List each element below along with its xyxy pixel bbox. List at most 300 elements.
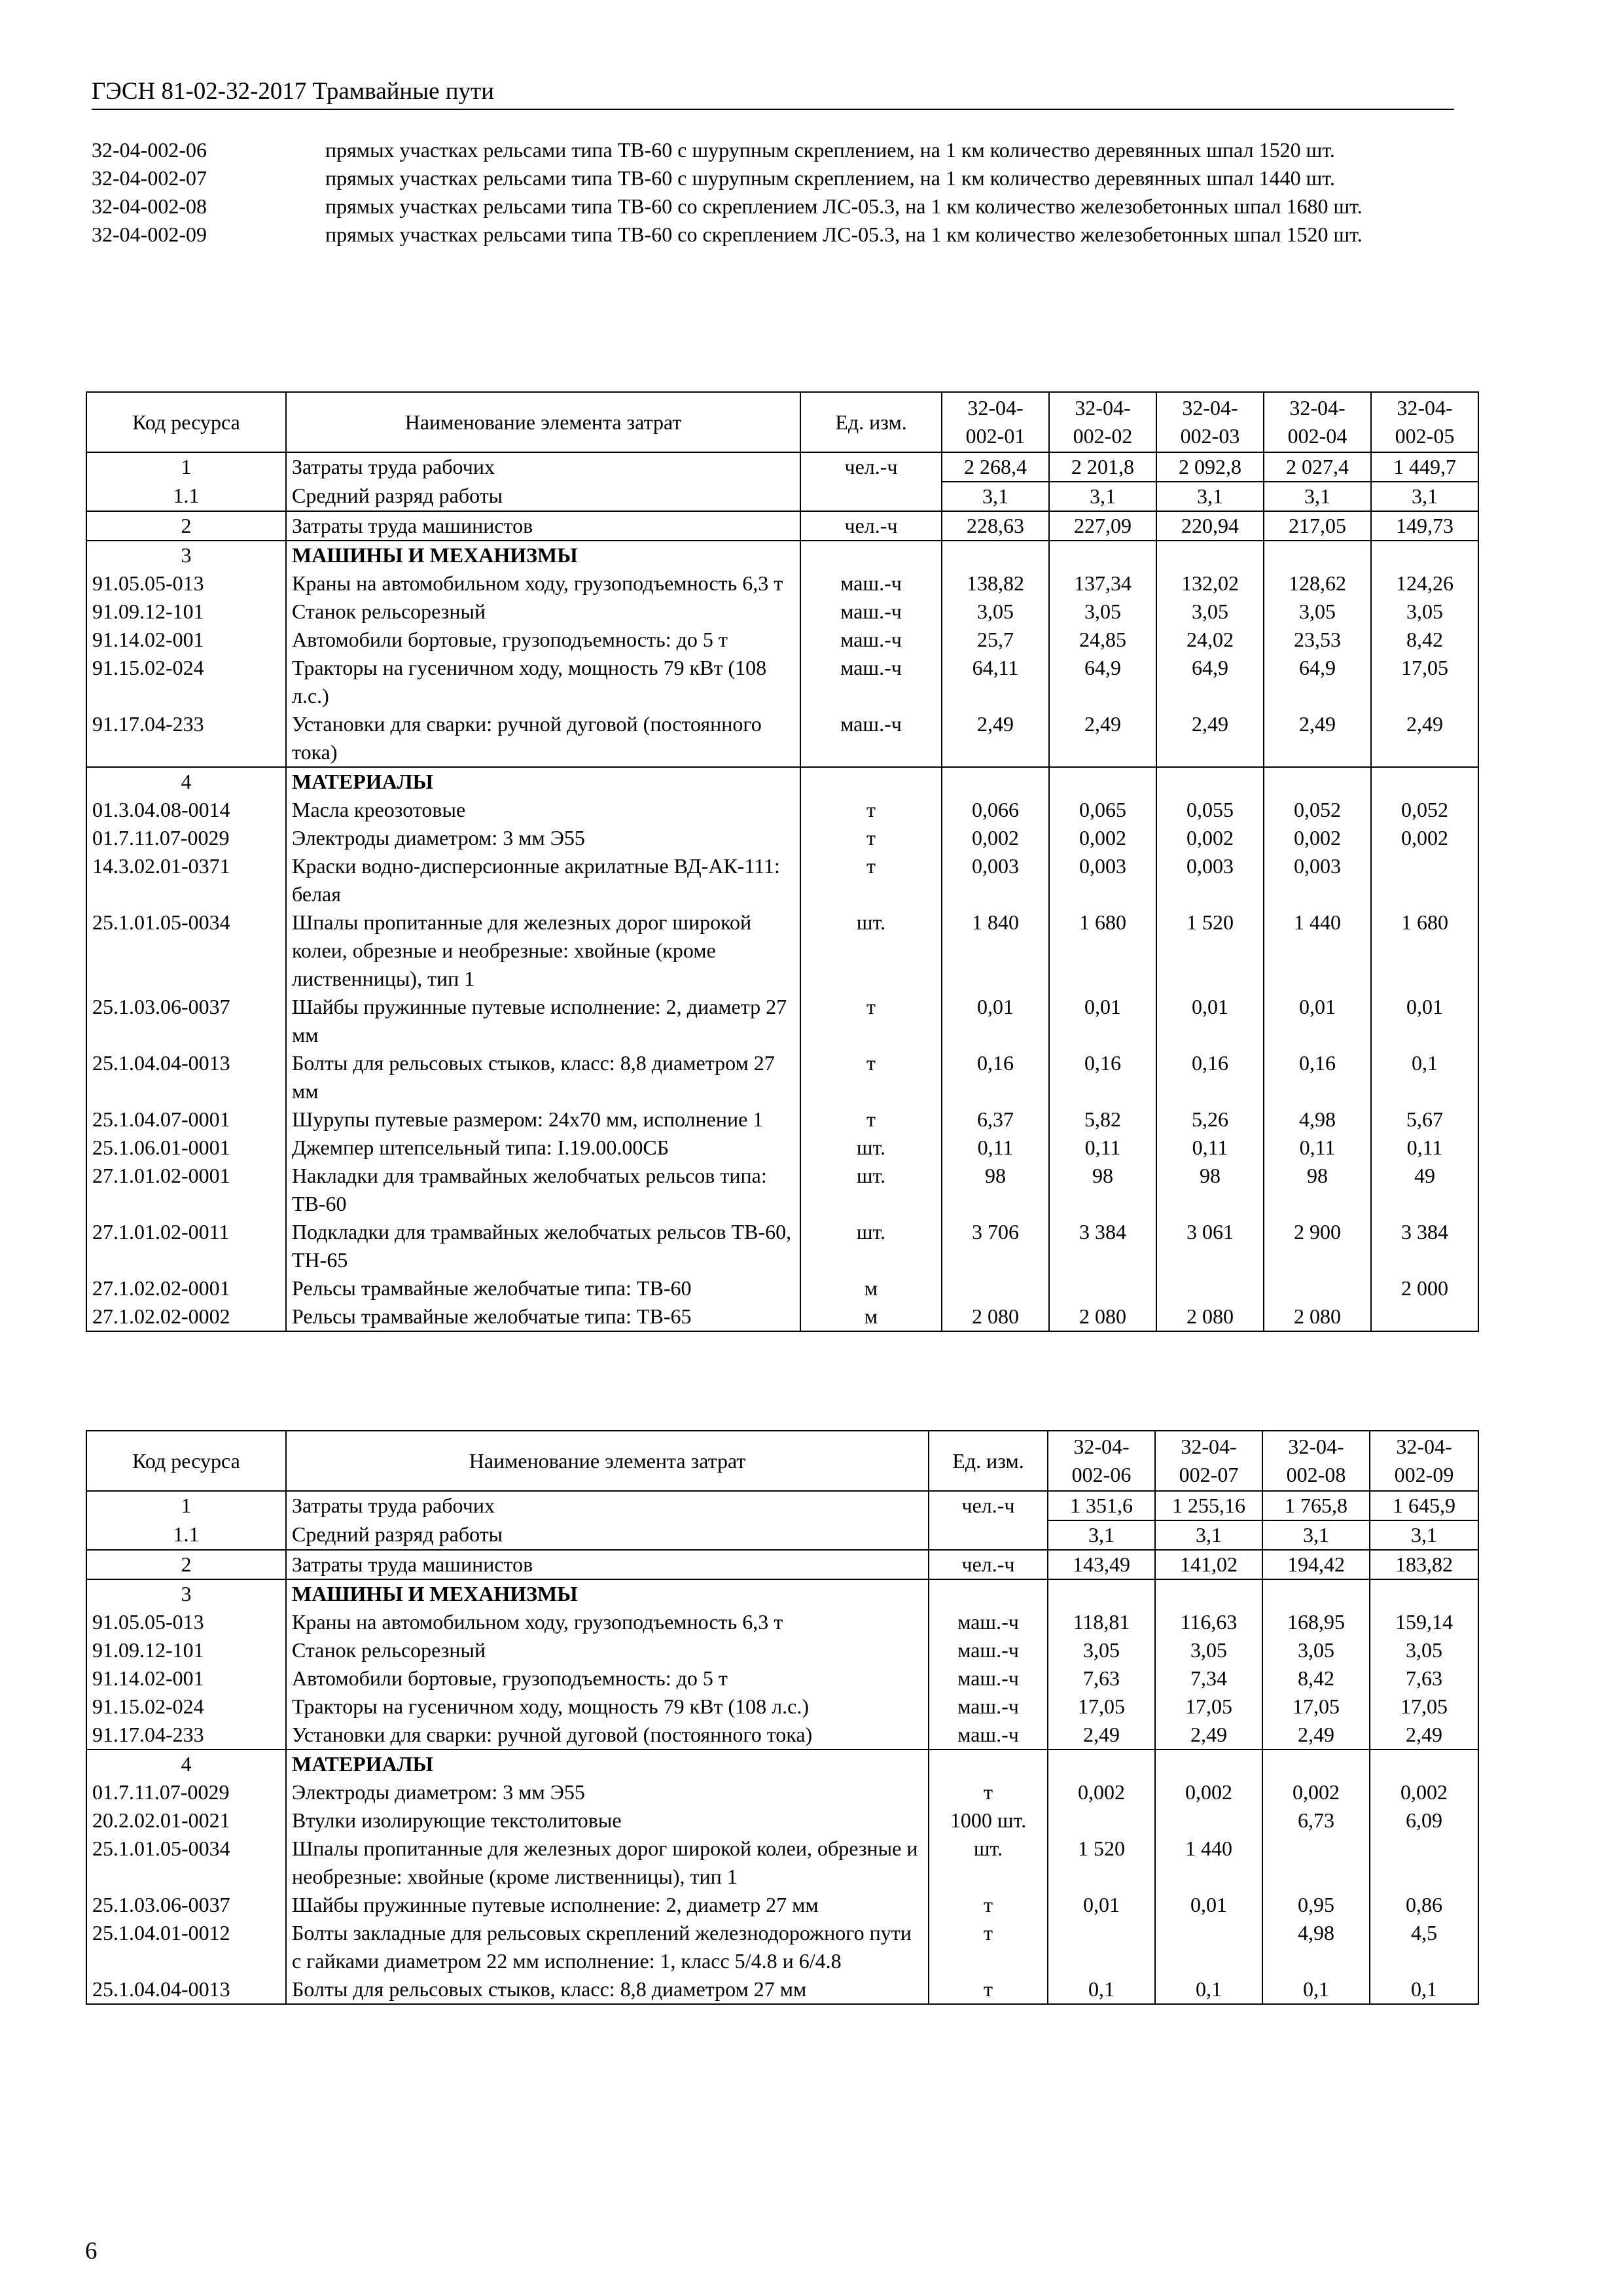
resource-value: 5,82 [1049,1105,1156,1134]
header-resource-code: Код ресурса [86,1431,286,1491]
resource-value: 0,055 [1156,796,1264,824]
resource-name: Подкладки для трамвайных желобчатых рельсов ТВ-60, ТН-65 [286,1218,800,1274]
resource-value: 98 [1049,1162,1156,1218]
resource-code: 1 [86,1491,286,1520]
resource-name: Накладки для трамвайных желобчатых рельсов типа: ТВ-60 [286,1162,800,1218]
section-row [86,767,1478,796]
header-norm-code-line: 002-08 [1286,1463,1346,1486]
variant-code: 32-04-002-06 [92,138,207,162]
resource-value: 0,002 [1370,1778,1478,1806]
resource-value: 3,1 [1155,1520,1262,1550]
resource-value: 1 765,8 [1262,1491,1370,1520]
resource-value: 194,42 [1262,1550,1370,1579]
resource-value: 3 706 [942,1218,1049,1274]
resource-code: 25.1.06.01-0001 [86,1134,286,1162]
resource-name: Шпалы пропитанные для железных дорог широкой колеи, обрезные и необрезные: хвойные (кроме лиственницы), тип 1 [286,908,800,993]
section-row [86,1491,1478,1520]
resource-value: 2 080 [1156,1302,1264,1331]
header-norm-code-line: 002-04 [1287,424,1347,448]
resource-value: 3,05 [1048,1636,1155,1664]
section-row [86,1579,1478,1608]
resource-unit: м [800,1302,942,1331]
resource-value: 227,09 [1049,511,1156,541]
resource-table-2 [86,1430,1479,2005]
resource-value [1049,1274,1156,1302]
resource-value: 0,01 [1049,993,1156,1049]
resource-table-1 [86,391,1479,1332]
variant-description: прямых участках рельсами типа ТВ-60 со скреплением ЛС-05.3, на 1 км количество железобетонных шпал 1520 шт. [325,223,1363,246]
resource-row [86,1778,1478,1806]
header-norm-code-line: 002-03 [1180,424,1240,448]
resource-value: 8,42 [1262,1664,1370,1693]
resource-name: Установки для сварки: ручной дуговой (постоянного тока) [286,1721,929,1749]
resource-value: 2,49 [1370,1721,1478,1749]
resource-row [86,598,1478,626]
resource-unit: шт. [929,1835,1048,1891]
resource-value: 217,05 [1264,511,1371,541]
resource-value: 0,16 [1049,1049,1156,1105]
resource-value: 23,53 [1264,626,1371,654]
variant-code: 32-04-002-09 [92,223,207,246]
resource-value [1156,541,1264,569]
resource-value: 4,98 [1262,1919,1370,1975]
resource-value: 1 520 [1156,908,1264,993]
resource-value: 6,73 [1262,1806,1370,1835]
resource-value: 0,01 [1264,993,1371,1049]
resource-name: МАШИНЫ И МЕХАНИЗМЫ [286,541,800,569]
resource-code: 25.1.03.06-0037 [86,993,286,1049]
resource-name: Масла креозотовые [286,796,800,824]
resource-code: 27.1.02.02-0002 [86,1302,286,1331]
resource-value: 3,05 [1264,598,1371,626]
resource-value: 3,1 [1264,482,1371,511]
resource-code: 01.3.04.08-0014 [86,796,286,824]
resource-value [1371,852,1478,908]
resource-unit [929,1749,1048,1778]
resource-value: 0,11 [1049,1134,1156,1162]
resource-value [1262,1749,1370,1778]
resource-value: 98 [1264,1162,1371,1218]
resource-value [1155,1806,1262,1835]
resource-value: 3,05 [1156,598,1264,626]
resource-value: 64,9 [1049,654,1156,710]
resource-value [1370,1579,1478,1608]
variant-description: прямых участках рельсами типа ТВ-60 со скреплением ЛС-05.3, на 1 км количество железобетонных шпал 1680 шт. [325,194,1363,218]
resource-value [1371,541,1478,569]
header-norm-code-line: 32-04- [1288,1435,1344,1458]
resource-name: Болты закладные для рельсовых скреплений железнодорожного пути с гайками диаметром 22 мм исполнение: 1, класс 5/4.8 и 6/4.8 [286,1919,929,1975]
resource-code: 1 [86,452,286,482]
resource-value: 0,002 [1371,824,1478,852]
header-cost-element: Наименование элемента затрат [286,392,800,452]
resource-value: 2 080 [1049,1302,1156,1331]
resource-value: 0,065 [1049,796,1156,824]
resource-name: МАТЕРИАЛЫ [286,767,800,796]
resource-code: 25.1.03.06-0037 [86,1891,286,1919]
section-row [86,541,1478,569]
resource-value: 2,49 [942,710,1049,767]
resource-value: 3,05 [1371,598,1478,626]
resource-row [86,654,1478,710]
resource-value [1048,1806,1155,1835]
resource-value: 128,62 [1264,569,1371,598]
resource-value: 0,002 [1156,824,1264,852]
resource-code: 1.1 [86,1520,286,1550]
resource-unit: т [800,1049,942,1105]
resource-unit: шт. [800,908,942,993]
resource-unit: маш.-ч [929,1608,1048,1636]
resource-unit: чел.-ч [800,511,942,541]
resource-name: Болты для рельсовых стыков, класс: 8,8 диаметром 27 мм [286,1049,800,1105]
resource-unit: т [929,1975,1048,2004]
resource-value: 3,05 [1262,1636,1370,1664]
resource-value: 0,16 [1156,1049,1264,1105]
resource-row [86,1134,1478,1162]
header-norm-code-line: 32-04- [1289,396,1346,420]
resource-value: 3,1 [1156,482,1264,511]
resource-code: 91.05.05-013 [86,569,286,598]
resource-value: 49 [1371,1162,1478,1218]
resource-value: 7,63 [1048,1664,1155,1693]
resource-name: Шурупы путевые размером: 24х70 мм, исполнение 1 [286,1105,800,1134]
resource-name: Установки для сварки: ручной дуговой (постоянного тока) [286,710,800,767]
resource-value: 0,01 [1156,993,1264,1049]
resource-value: 0,1 [1370,1975,1478,2004]
resource-unit: чел.-ч [800,452,942,482]
resource-code: 2 [86,1550,286,1579]
variant-code: 32-04-002-07 [92,166,207,190]
resource-value: 3,1 [1049,482,1156,511]
resource-value: 3 384 [1371,1218,1478,1274]
resource-value [1262,1579,1370,1608]
table-header-row [86,392,1478,452]
resource-value: 0,003 [942,852,1049,908]
resource-row [86,1891,1478,1919]
resource-code: 3 [86,541,286,569]
resource-row [86,1520,1478,1550]
resource-row [86,1664,1478,1693]
header-divider [92,109,1454,110]
section-row [86,1550,1478,1579]
resource-row [86,1162,1478,1218]
resource-code: 91.05.05-013 [86,1608,286,1636]
resource-value: 0,003 [1049,852,1156,908]
resource-unit [929,1520,1048,1550]
resource-value: 1 645,9 [1370,1491,1478,1520]
resource-code: 91.17.04-233 [86,1721,286,1749]
header-norm-code-line: 32-04- [1073,1435,1130,1458]
resource-value: 4,5 [1370,1919,1478,1975]
resource-name: Шайбы пружинные путевые исполнение: 2, диаметр 27 мм [286,1891,929,1919]
resource-value [1155,1919,1262,1975]
resource-row [86,1693,1478,1721]
resource-value: 3,05 [942,598,1049,626]
resource-value: 3,1 [1371,482,1478,511]
document-header-title: ГЭСН 81-02-32-2017 Трамвайные пути [92,78,495,105]
resource-code: 91.14.02-001 [86,626,286,654]
resource-value: 116,63 [1155,1608,1262,1636]
resource-value: 3 384 [1049,1218,1156,1274]
resource-unit: маш.-ч [800,626,942,654]
header-norm-code [1262,1431,1370,1491]
resource-value: 5,67 [1371,1105,1478,1134]
resource-value [1048,1579,1155,1608]
resource-code: 01.7.11.07-0029 [86,824,286,852]
resource-name: Затраты труда машинистов [286,511,800,541]
resource-unit: т [929,1891,1048,1919]
variant-description: прямых участках рельсами типа ТВ-60 с шурупным скреплением, на 1 км количество деревянных шпал 1440 шт. [325,166,1335,190]
resource-value: 3,1 [942,482,1049,511]
variant-code: 32-04-002-08 [92,194,207,218]
resource-value [942,767,1049,796]
resource-value: 6,37 [942,1105,1049,1134]
header-norm-code-line: 32-04- [1181,1435,1237,1458]
resource-name: Средний разряд работы [286,1520,929,1550]
resource-row [86,824,1478,852]
resource-name: Шайбы пружинные путевые исполнение: 2, диаметр 27 мм [286,993,800,1049]
resource-name: Втулки изолирующие текстолитовые [286,1806,929,1835]
resource-value [942,541,1049,569]
resource-unit: т [800,852,942,908]
resource-value: 7,63 [1370,1664,1478,1693]
resource-value: 64,9 [1264,654,1371,710]
resource-value: 138,82 [942,569,1049,598]
variant-item [92,164,1459,192]
variant-description: прямых участках рельсами типа ТВ-60 с шурупным скреплением, на 1 км количество деревянных шпал 1520 шт. [325,138,1335,162]
resource-row [86,1806,1478,1835]
variant-item [92,136,1459,164]
resource-name: Автомобили бортовые, грузоподъемность: до 5 т [286,626,800,654]
header-resource-code: Код ресурса [86,392,286,452]
resource-value: 168,95 [1262,1608,1370,1636]
resource-value [1155,1749,1262,1778]
resource-value: 0,002 [1264,824,1371,852]
resource-code: 27.1.02.02-0001 [86,1274,286,1302]
header-norm-code-line: 002-01 [965,424,1026,448]
resource-value: 2 000 [1371,1274,1478,1302]
resource-value: 0,95 [1262,1891,1370,1919]
resource-name: МАТЕРИАЛЫ [286,1749,929,1778]
resource-code: 01.7.11.07-0029 [86,1778,286,1806]
resource-value: 1 520 [1048,1835,1155,1891]
resource-value: 24,02 [1156,626,1264,654]
resource-value [1264,767,1371,796]
resource-value [1371,767,1478,796]
resource-code: 25.1.04.07-0001 [86,1105,286,1134]
resource-unit: шт. [800,1162,942,1218]
resource-value: 2 092,8 [1156,452,1264,482]
resource-value: 2,49 [1264,710,1371,767]
resource-value: 0,11 [1264,1134,1371,1162]
resource-value: 2,49 [1156,710,1264,767]
resource-row [86,908,1478,993]
header-unit: Ед. изм. [929,1431,1048,1491]
resource-name: Электроды диаметром: 3 мм Э55 [286,824,800,852]
resource-unit: маш.-ч [800,654,942,710]
resource-value: 0,002 [942,824,1049,852]
resource-value [1371,1302,1478,1331]
section-row [86,511,1478,541]
resource-row [86,1302,1478,1331]
resource-unit: т [929,1778,1048,1806]
resource-unit: шт. [800,1134,942,1162]
resource-value [1049,767,1156,796]
resource-row [86,1608,1478,1636]
header-norm-code-line: 32-04- [967,396,1024,420]
resource-code: 4 [86,767,286,796]
resource-code: 3 [86,1579,286,1608]
resource-unit: т [800,993,942,1049]
resource-value: 2,49 [1048,1721,1155,1749]
variant-item [92,192,1459,221]
resource-name: Тракторы на гусеничном ходу, мощность 79 кВт (108 л.с.) [286,1693,929,1721]
resource-value: 2,49 [1262,1721,1370,1749]
resource-name: Краны на автомобильном ходу, грузоподъемность 6,3 т [286,569,800,598]
resource-value: 1 449,7 [1371,452,1478,482]
resource-code: 25.1.04.04-0013 [86,1975,286,2004]
resource-value: 0,16 [942,1049,1049,1105]
resource-value: 220,94 [1156,511,1264,541]
resource-value: 228,63 [942,511,1049,541]
resource-code: 2 [86,511,286,541]
resource-value: 2 080 [942,1302,1049,1331]
resource-value: 1 440 [1264,908,1371,993]
resource-value: 183,82 [1370,1550,1478,1579]
resource-value: 132,02 [1156,569,1264,598]
resource-value: 3,05 [1049,598,1156,626]
resource-unit: т [929,1919,1048,1975]
header-norm-code [1264,392,1371,452]
resource-value: 0,002 [1048,1778,1155,1806]
resource-code: 27.1.01.02-0011 [86,1218,286,1274]
resource-value: 98 [942,1162,1049,1218]
resource-value [1048,1749,1155,1778]
resource-value: 17,05 [1048,1693,1155,1721]
resource-value: 2 027,4 [1264,452,1371,482]
resource-value: 0,002 [1049,824,1156,852]
resource-unit: чел.-ч [929,1491,1048,1520]
resource-value: 149,73 [1371,511,1478,541]
resource-unit: м [800,1274,942,1302]
resource-unit: 1000 шт. [929,1806,1048,1835]
header-norm-code-line: 32-04- [1182,396,1238,420]
resource-value: 17,05 [1155,1693,1262,1721]
resource-value: 0,86 [1370,1891,1478,1919]
resource-value: 2,49 [1371,710,1478,767]
resource-value: 3,1 [1370,1520,1478,1550]
resource-value [1262,1835,1370,1891]
resource-value: 0,003 [1264,852,1371,908]
header-norm-code-line: 002-09 [1394,1463,1454,1486]
resource-row [86,1274,1478,1302]
resource-row [86,710,1478,767]
resource-unit: шт. [800,1218,942,1274]
section-row [86,1749,1478,1778]
resource-value: 3,05 [1155,1636,1262,1664]
resource-code: 91.15.02-024 [86,1693,286,1721]
resource-value: 2 080 [1264,1302,1371,1331]
resource-value: 2 268,4 [942,452,1049,482]
resource-value: 1 351,6 [1048,1491,1155,1520]
resource-code: 91.17.04-233 [86,710,286,767]
resource-value: 0,052 [1264,796,1371,824]
header-norm-code-line: 32-04- [1075,396,1131,420]
header-norm-code [942,392,1049,452]
resource-value: 1 680 [1371,908,1478,993]
resource-value: 0,16 [1264,1049,1371,1105]
resource-unit: маш.-ч [800,710,942,767]
resource-name: Автомобили бортовые, грузоподъемность: до 5 т [286,1664,929,1693]
resource-unit [800,767,942,796]
resource-row [86,1975,1478,2004]
resource-value: 0,003 [1156,852,1264,908]
resource-row [86,796,1478,824]
resource-value: 0,01 [942,993,1049,1049]
resource-value: 2 201,8 [1049,452,1156,482]
resource-value: 8,42 [1371,626,1478,654]
resource-code: 91.15.02-024 [86,654,286,710]
resource-value: 159,14 [1370,1608,1478,1636]
header-norm-code [1048,1431,1155,1491]
resource-name: МАШИНЫ И МЕХАНИЗМЫ [286,1579,929,1608]
resource-code: 25.1.04.01-0012 [86,1919,286,1975]
resource-name: Электроды диаметром: 3 мм Э55 [286,1778,929,1806]
resource-row [86,1919,1478,1975]
resource-value [1370,1749,1478,1778]
resource-value: 3,1 [1048,1520,1155,1550]
resource-value: 143,49 [1048,1550,1155,1579]
resource-code: 4 [86,1749,286,1778]
resource-code: 25.1.01.05-0034 [86,1835,286,1891]
resource-name: Средний разряд работы [286,482,800,511]
resource-row [86,626,1478,654]
header-norm-code [1371,392,1478,452]
resource-unit: маш.-ч [929,1721,1048,1749]
resource-unit: маш.-ч [929,1636,1048,1664]
header-norm-code-line: 32-04- [1397,396,1453,420]
resource-value [1048,1919,1155,1975]
resource-name: Затраты труда машинистов [286,1550,929,1579]
resource-value: 3,05 [1370,1636,1478,1664]
resource-unit: маш.-ч [929,1693,1048,1721]
resource-value [1155,1579,1262,1608]
resource-value: 0,11 [1371,1134,1478,1162]
resource-code: 14.3.02.01-0371 [86,852,286,908]
resource-row [86,1835,1478,1891]
resource-value: 118,81 [1048,1608,1155,1636]
variant-item [92,221,1459,249]
resource-value: 124,26 [1371,569,1478,598]
resource-unit [800,482,942,511]
resource-value: 0,01 [1371,993,1478,1049]
resource-value: 0,11 [942,1134,1049,1162]
resource-name: Шпалы пропитанные для железных дорог широкой колеи, обрезные и необрезные: хвойные (кроме лиственницы), тип 1 [286,1835,929,1891]
resource-value [1049,541,1156,569]
resource-row [86,1218,1478,1274]
resource-value: 17,05 [1262,1693,1370,1721]
resource-value: 1 255,16 [1155,1491,1262,1520]
header-norm-code-line: 002-05 [1395,424,1455,448]
resource-name: Краски водно-дисперсионные акрилатные ВД-АК-111: белая [286,852,800,908]
resource-value: 0,01 [1048,1891,1155,1919]
resource-value: 24,85 [1049,626,1156,654]
resource-unit: т [800,1105,942,1134]
resource-code: 27.1.01.02-0001 [86,1162,286,1218]
header-norm-code [1049,392,1156,452]
resource-row [86,1049,1478,1105]
resource-row [86,1636,1478,1664]
resource-value [1156,1274,1264,1302]
